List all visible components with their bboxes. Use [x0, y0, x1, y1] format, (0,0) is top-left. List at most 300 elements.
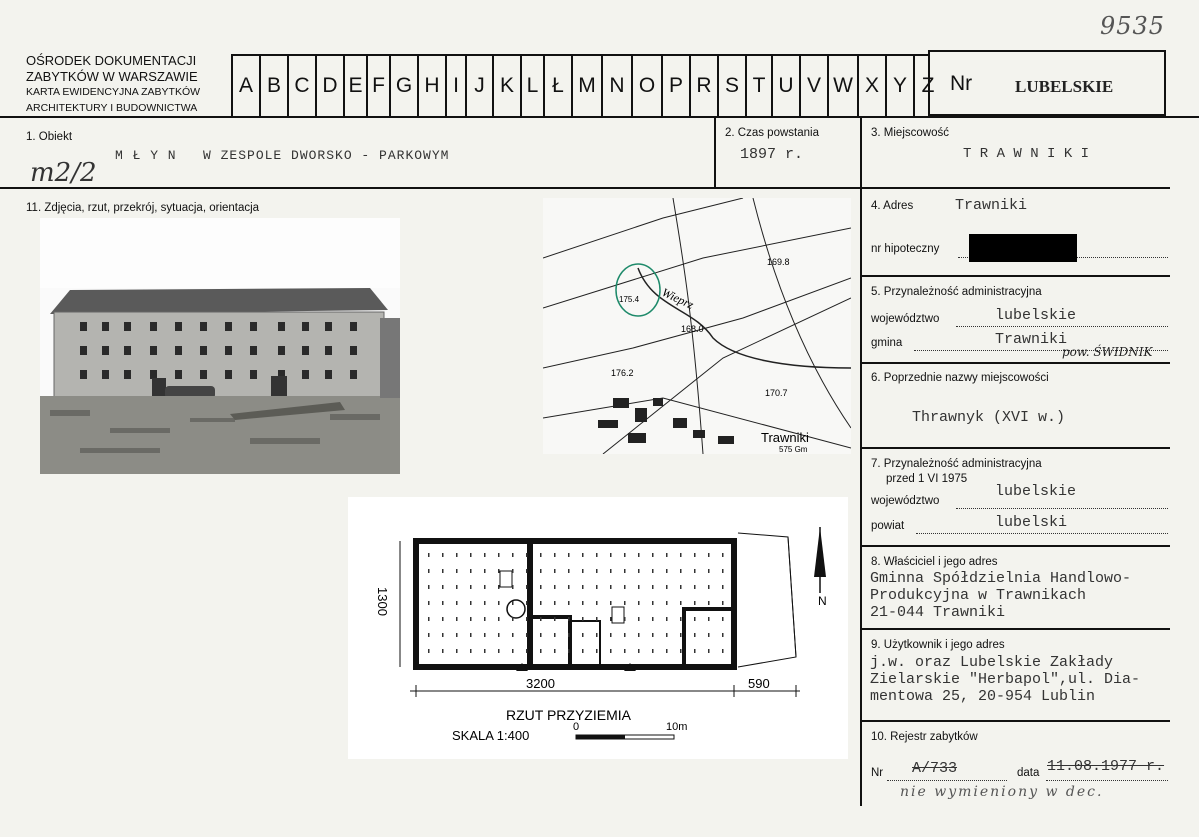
letter-15: O	[631, 56, 661, 116]
plan-floor-mark	[624, 601, 626, 605]
letter-20: U	[771, 56, 799, 116]
letter-1: B	[259, 56, 287, 116]
divider-4	[860, 275, 1170, 277]
plan-floor-mark	[526, 649, 528, 653]
plan-floor-mark	[652, 553, 654, 557]
building-window	[250, 370, 257, 379]
divider-right-column	[860, 116, 862, 806]
building-window	[200, 370, 207, 379]
plan-floor-mark	[694, 553, 696, 557]
przed1975-powiat-dots	[916, 533, 1168, 534]
org-line-3: KARTA EWIDENCYJNA ZABYTKÓW	[26, 86, 201, 98]
letter-6: G	[389, 56, 417, 116]
plan-floor-mark	[722, 585, 724, 589]
plan-floor-mark	[666, 649, 668, 653]
building-window	[80, 346, 87, 355]
plan-floor-mark	[694, 569, 696, 573]
rejestr-nr-dots	[887, 780, 1007, 781]
plan-floor-mark	[456, 569, 458, 573]
plan-floor-mark	[596, 569, 598, 573]
building-window	[225, 346, 232, 355]
letter-22: W	[827, 56, 857, 116]
divider-8	[860, 628, 1170, 630]
building-window	[124, 370, 131, 379]
plan-dim-height: 1300	[375, 587, 390, 616]
letter-7: H	[417, 56, 445, 116]
building-window	[175, 346, 182, 355]
building-window	[325, 370, 332, 379]
plan-floor-mark	[526, 633, 528, 637]
building-window	[175, 322, 182, 331]
poprzednie-value: Thrawnyk (XVI w.)	[912, 409, 1066, 426]
plan-floor-mark	[666, 553, 668, 557]
rejestr-data-value: 11.08.1977 r.	[1047, 758, 1165, 775]
plan-floor-mark	[554, 585, 556, 589]
uzytkownik-line-2: Zielarskie "Herbapol",ul. Dia-	[870, 671, 1141, 688]
divider-6	[860, 447, 1170, 449]
plan-scale: SKALA 1:400	[452, 728, 530, 743]
plan-floor-mark	[610, 569, 612, 573]
plan-floor-mark	[498, 649, 500, 653]
building-window	[302, 370, 309, 379]
divider-3	[860, 187, 1170, 189]
plan-floor-mark	[470, 633, 472, 637]
plan-floor-mark	[652, 601, 654, 605]
letter-25: Z	[913, 56, 941, 116]
map-label-1707: 170.7	[765, 388, 788, 398]
plan-floor-mark	[666, 569, 668, 573]
map-label-wieprz: Wieprz	[659, 285, 696, 312]
plan-floor-mark	[638, 649, 640, 653]
plan-floor-mark	[428, 553, 430, 557]
letter-8: I	[445, 56, 465, 116]
plan-floor-mark	[638, 633, 640, 637]
plan-floor-mark	[638, 617, 640, 621]
plan-floor-mark	[596, 649, 598, 653]
plan-floor-mark	[484, 553, 486, 557]
plan-floor-mark	[722, 569, 724, 573]
plan-floor-mark	[526, 601, 528, 605]
plan-floor-mark	[638, 569, 640, 573]
plan-floor-mark	[540, 633, 542, 637]
plan-floor-mark	[484, 617, 486, 621]
building-window	[350, 346, 357, 355]
building-photo	[40, 218, 400, 474]
plan-floor-mark	[624, 569, 626, 573]
plan-floor-mark	[722, 633, 724, 637]
plan-floor-mark	[638, 601, 640, 605]
plan-floor-mark	[582, 585, 584, 589]
org-line-4: ARCHITEKTURY I BUDOWNICTWA	[26, 102, 198, 114]
letter-14: N	[601, 56, 631, 116]
plan-floor-mark	[470, 617, 472, 621]
plan-floor-mark	[484, 649, 486, 653]
plan-floor-mark	[442, 601, 444, 605]
obiekt-value: M Ł Y N W ZESPOLE DWORSKO - PARKOWYM	[115, 148, 450, 163]
plan-floor-mark	[512, 585, 514, 589]
plan-floor-mark	[652, 585, 654, 589]
plan-floor-mark	[428, 633, 430, 637]
plan-floor-mark	[484, 585, 486, 589]
region-name: LUBELSKIE	[1015, 77, 1114, 96]
divider-7	[860, 545, 1170, 547]
plan-floor-mark	[512, 617, 514, 621]
plan-floor-mark	[554, 569, 556, 573]
plan-floor-mark	[610, 617, 612, 621]
building-window	[225, 370, 232, 379]
plan-floor-mark	[540, 585, 542, 589]
plan-floor-mark	[456, 649, 458, 653]
plan-floor-mark	[554, 553, 556, 557]
plan-floor-mark	[512, 649, 514, 653]
building-window	[325, 322, 332, 331]
plan-floor-mark	[666, 633, 668, 637]
plan-floor-mark	[498, 569, 500, 573]
przed1975-powiat-value: lubelski	[995, 514, 1068, 531]
plan-floor-mark	[568, 601, 570, 605]
plan-floor-mark	[652, 617, 654, 621]
letter-19: T	[745, 56, 771, 116]
divider-letters-top	[231, 54, 928, 56]
plan-floor-mark	[680, 601, 682, 605]
card-number: 9535	[1100, 12, 1166, 40]
plan-floor-mark	[596, 601, 598, 605]
rejestr-nr-value: A/733	[912, 760, 958, 777]
plan-floor-mark	[428, 585, 430, 589]
building-window	[175, 370, 182, 379]
building-window	[200, 322, 207, 331]
plan-floor-mark	[554, 601, 556, 605]
plan-dim-extra: 590	[748, 676, 770, 691]
divider-obiekt	[0, 187, 862, 189]
map-label-trawniki: Trawniki	[761, 430, 809, 445]
map-label-1762: 176.2	[611, 368, 634, 378]
letter-2: C	[287, 56, 315, 116]
building-window	[124, 322, 131, 331]
plan-floor-mark	[624, 553, 626, 557]
plan-floor-mark	[582, 569, 584, 573]
przed1975-woj-value: lubelskie	[995, 483, 1077, 500]
building-window	[302, 346, 309, 355]
plan-floor-mark	[540, 601, 542, 605]
poprzednie-label: 6. Poprzednie nazwy miejscowości	[871, 372, 1049, 384]
plan-floor-mark	[722, 617, 724, 621]
plan-floor-mark	[582, 617, 584, 621]
letter-5: F	[366, 56, 389, 116]
plan-floor-mark	[498, 585, 500, 589]
plan-floor-mark	[484, 633, 486, 637]
plan-floor-mark	[554, 617, 556, 621]
plan-floor-mark	[610, 633, 612, 637]
wlasciciel-line-2: Produkcyjna w Trawnikach	[870, 587, 1087, 604]
plan-floor-mark	[512, 633, 514, 637]
letter-0: A	[231, 56, 259, 116]
obiekt-label: 1. Obiekt	[26, 131, 73, 143]
plan-floor-mark	[694, 617, 696, 621]
plan-floor-mark	[708, 601, 710, 605]
czas-value: 1897 r.	[740, 146, 804, 163]
building-window	[302, 322, 309, 331]
rejestr-label: 10. Rejestr zabytków	[871, 731, 978, 743]
plan-floor-mark	[470, 569, 472, 573]
plan-floor-mark	[708, 633, 710, 637]
przynaleznosc-label: 5. Przynależność administracyjna	[871, 286, 1042, 298]
plan-floor-mark	[442, 553, 444, 557]
adres-value: Trawniki	[955, 197, 1028, 214]
plan-floor-mark	[582, 553, 584, 557]
plan-floor-mark	[498, 633, 500, 637]
plan-floor-mark	[652, 633, 654, 637]
przed1975-woj-label: województwo	[871, 495, 940, 507]
plan-floor-mark	[582, 649, 584, 653]
plan-floor-mark	[568, 633, 570, 637]
letter-index	[231, 56, 941, 116]
miejscowosc-label: 3. Miejscowość	[871, 127, 949, 139]
letter-24: Y	[885, 56, 913, 116]
plan-floor-mark	[610, 553, 612, 557]
zdjecia-label: 11. Zdjęcia, rzut, przekrój, sytuacja, orientacja	[26, 202, 260, 214]
plan-scale-ten: 10m	[666, 721, 688, 733]
plan-floor-mark	[624, 617, 626, 621]
plan-floor-mark	[470, 649, 472, 653]
map-label-575gm: 575 Gm	[779, 445, 808, 454]
building-window	[350, 322, 357, 331]
przed1975-label-2: przed 1 VI 1975	[886, 473, 968, 485]
plan-floor-mark	[694, 649, 696, 653]
divider-top	[0, 116, 1199, 118]
plan-floor-mark	[596, 585, 598, 589]
plan-floor-mark	[442, 633, 444, 637]
plan-floor-mark	[596, 633, 598, 637]
obiekt-handwritten-code: m2/2	[30, 158, 97, 188]
building-window	[102, 370, 109, 379]
letter-18: S	[717, 56, 745, 116]
nr-label: Nr	[950, 72, 973, 95]
plan-floor-mark	[456, 585, 458, 589]
plan-floor-mark	[624, 649, 626, 653]
plan-floor-mark	[526, 617, 528, 621]
building-window	[225, 322, 232, 331]
letter-21: V	[799, 56, 827, 116]
divider-5	[860, 362, 1170, 364]
plan-north: N	[818, 594, 827, 608]
plan-floor-mark	[428, 569, 430, 573]
plan-floor-mark	[680, 649, 682, 653]
plan-floor-mark	[498, 601, 500, 605]
plan-floor-mark	[680, 617, 682, 621]
plan-floor-mark	[442, 569, 444, 573]
org-line-2: ZABYTKÓW W WARSZAWIE	[26, 69, 198, 84]
plan-floor-mark	[568, 617, 570, 621]
plan-floor-mark	[722, 649, 724, 653]
building-window	[278, 322, 285, 331]
map-label-1680: 168.0	[681, 324, 704, 334]
plan-floor-mark	[610, 649, 612, 653]
plan-floor-mark	[624, 585, 626, 589]
plan-floor-mark	[582, 633, 584, 637]
wlasciciel-line-3: 21-044 Trawniki	[870, 604, 1006, 621]
plan-floor-mark	[638, 585, 640, 589]
building-window	[150, 346, 157, 355]
plan-floor-mark	[708, 553, 710, 557]
rejestr-nr-label: Nr	[871, 767, 884, 779]
gmina-value: Trawniki	[995, 331, 1068, 348]
plan-floor-mark	[652, 649, 654, 653]
divider-letters-left	[231, 54, 233, 116]
plan-floor-mark	[610, 585, 612, 589]
plan-floor-mark	[596, 617, 598, 621]
building-window	[325, 346, 332, 355]
gmina-label: gmina	[871, 337, 903, 349]
letter-10: K	[492, 56, 520, 116]
plan-floor-mark	[428, 617, 430, 621]
plan-floor-mark	[708, 649, 710, 653]
building-window	[124, 346, 131, 355]
divider-czas	[714, 116, 716, 188]
plan-floor-mark	[470, 585, 472, 589]
hipoteczny-redaction	[969, 234, 1077, 262]
plan-floor-mark	[456, 601, 458, 605]
uzytkownik-line-1: j.w. oraz Lubelskie Zakłady	[870, 654, 1114, 671]
plan-floor-mark	[708, 569, 710, 573]
powiat-note: pow. ŚWIDNIK	[1062, 345, 1153, 359]
plan-floor-mark	[568, 569, 570, 573]
building-window	[250, 346, 257, 355]
letter-4: E	[343, 56, 366, 116]
plan-floor-mark	[666, 585, 668, 589]
wlasciciel-line-1: Gminna Spółdzielnia Handlowo-	[870, 570, 1132, 587]
divider-9	[860, 720, 1170, 722]
plan-floor-mark	[708, 585, 710, 589]
plan-floor-mark	[568, 649, 570, 653]
plan-floor-mark	[540, 553, 542, 557]
plan-floor-mark	[680, 633, 682, 637]
plan-floor-mark	[428, 649, 430, 653]
plan-floor-mark	[610, 601, 612, 605]
building-window	[350, 370, 357, 379]
org-line-1: OŚRODEK DOKUMENTACJI	[26, 53, 197, 68]
plan-title: RZUT PRZYZIEMIA	[506, 707, 631, 723]
plan-floor-mark	[652, 569, 654, 573]
floor-plan	[348, 497, 848, 759]
letter-17: R	[689, 56, 717, 116]
plan-floor-mark	[442, 617, 444, 621]
building-window	[278, 346, 285, 355]
plan-floor-mark	[442, 585, 444, 589]
czas-label: 2. Czas powstania	[725, 127, 819, 139]
plan-floor-mark	[694, 601, 696, 605]
plan-floor-mark	[624, 633, 626, 637]
letter-9: J	[465, 56, 492, 116]
plan-floor-mark	[582, 601, 584, 605]
building-window	[150, 322, 157, 331]
miejscowosc-value: T R A W N I K I	[963, 146, 1090, 162]
plan-floor-mark	[512, 553, 514, 557]
hipoteczny-label: nr hipoteczny	[871, 243, 940, 255]
plan-floor-mark	[708, 617, 710, 621]
plan-floor-mark	[568, 553, 570, 557]
map-label-1754: 175.4	[619, 295, 640, 304]
woj-label: województwo	[871, 313, 940, 325]
plan-floor-mark	[512, 569, 514, 573]
woj-dots	[956, 326, 1168, 327]
plan-floor-mark	[680, 553, 682, 557]
uzytkownik-label: 9. Użytkownik i jego adres	[871, 639, 1005, 651]
plan-floor-mark	[470, 553, 472, 557]
plan-floor-mark	[484, 601, 486, 605]
plan-floor-mark	[526, 569, 528, 573]
plan-floor-mark	[680, 569, 682, 573]
building-window	[150, 370, 157, 379]
building-window	[80, 370, 87, 379]
wlasciciel-label: 8. Właściciel i jego adres	[871, 556, 998, 568]
building-window	[250, 322, 257, 331]
letter-12: Ł	[543, 56, 571, 116]
plan-floor-mark	[456, 617, 458, 621]
plan-floor-mark	[694, 633, 696, 637]
situation-map	[543, 198, 851, 454]
plan-floor-mark	[554, 633, 556, 637]
rejestr-note: nie wymieniony w dec.	[900, 784, 1104, 800]
plan-floor-mark	[638, 553, 640, 557]
plan-floor-mark	[470, 601, 472, 605]
plan-dim-length: 3200	[526, 676, 555, 691]
building-window	[102, 346, 109, 355]
plan-floor-mark	[666, 617, 668, 621]
plan-floor-mark	[526, 585, 528, 589]
plan-floor-mark	[666, 601, 668, 605]
plan-floor-mark	[484, 569, 486, 573]
plan-scale-zero: 0	[573, 721, 580, 733]
plan-floor-mark	[498, 553, 500, 557]
letter-11: L	[520, 56, 543, 116]
plan-floor-mark	[498, 617, 500, 621]
plan-floor-mark	[442, 649, 444, 653]
letter-16: P	[661, 56, 689, 116]
rejestr-data-label: data	[1017, 767, 1040, 779]
plan-floor-mark	[722, 553, 724, 557]
plan-floor-mark	[526, 553, 528, 557]
building-window	[200, 346, 207, 355]
plan-floor-mark	[568, 585, 570, 589]
przed1975-label-1: 7. Przynależność administracyjna	[871, 458, 1042, 470]
przed1975-woj-dots	[956, 508, 1168, 509]
letter-13: M	[571, 56, 601, 116]
plan-floor-mark	[596, 553, 598, 557]
plan-floor-mark	[722, 601, 724, 605]
uzytkownik-line-3: mentowa 25, 20-954 Lublin	[870, 688, 1096, 705]
building-window	[102, 322, 109, 331]
plan-floor-mark	[680, 585, 682, 589]
letter-3: D	[315, 56, 343, 116]
building-window	[80, 322, 87, 331]
plan-floor-mark	[540, 649, 542, 653]
plan-floor-mark	[554, 649, 556, 653]
adres-label: 4. Adres	[871, 200, 914, 212]
rejestr-data-dots	[1046, 780, 1168, 781]
plan-floor-mark	[428, 601, 430, 605]
letter-23: X	[857, 56, 885, 116]
plan-floor-mark	[694, 585, 696, 589]
plan-floor-mark	[456, 633, 458, 637]
przed1975-powiat-label: powiat	[871, 520, 905, 532]
woj-value: lubelskie	[995, 307, 1077, 324]
plan-floor-mark	[540, 569, 542, 573]
plan-floor-mark	[456, 553, 458, 557]
plan-floor-mark	[540, 617, 542, 621]
plan-floor-mark	[512, 601, 514, 605]
map-label-1698: 169.8	[767, 257, 790, 267]
